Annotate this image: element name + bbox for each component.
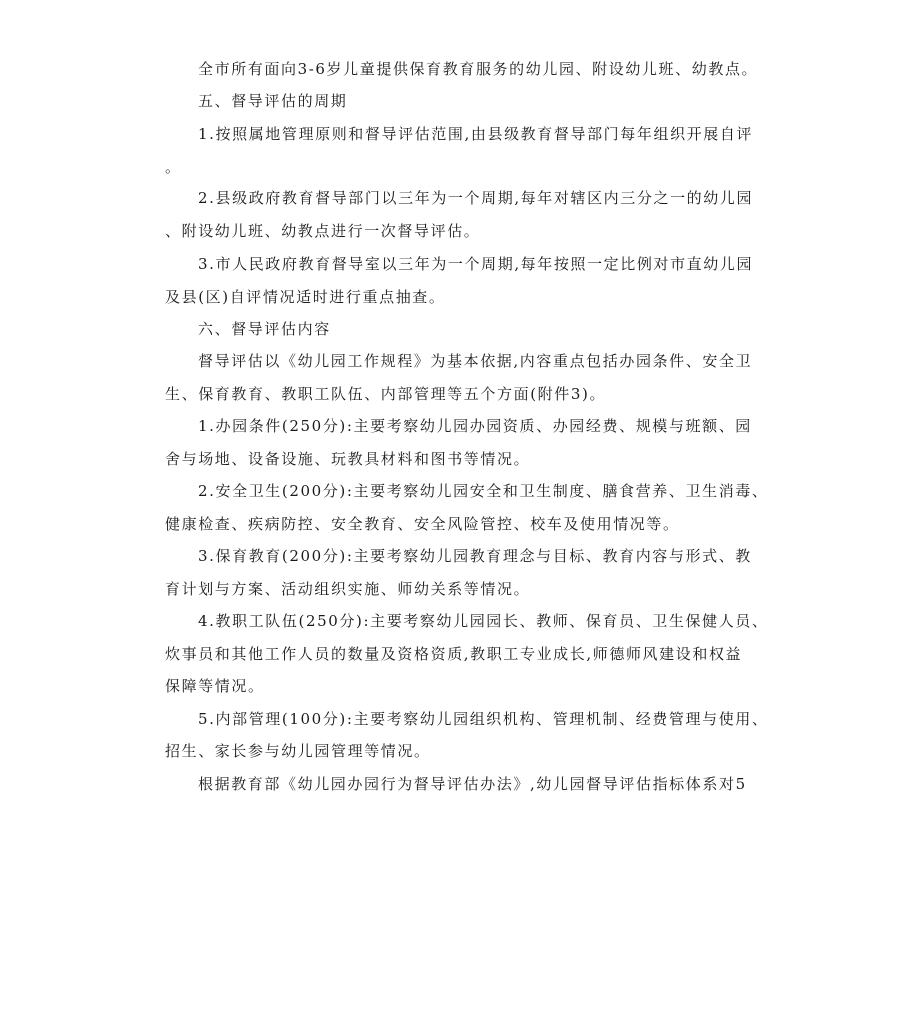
paragraph-line: 保障等情况。 (165, 677, 265, 695)
paragraph-line: 育计划与方案、活动组织实施、师幼关系等情况。 (165, 580, 531, 598)
paragraph-line: 健康检查、疾病防控、安全教育、安全风险管控、校车及使用情况等。 (165, 515, 680, 533)
section-heading: 六、督导评估内容 (198, 320, 331, 338)
paragraph-line: 舍与场地、设备设施、玩教具材料和图书等情况。 (165, 450, 531, 468)
paragraph-line: 全市所有面向3-6岁儿童提供保育教育服务的幼儿园、附设幼儿班、幼教点。 (198, 60, 759, 78)
paragraph-line: 。 (165, 158, 182, 176)
section-heading: 五、督导评估的周期 (198, 92, 348, 110)
paragraph-line: 5.内部管理(100分):主要考察幼儿园组织机构、管理机制、经费管理与使用、 (198, 710, 769, 728)
paragraph-line: 根据教育部《幼儿园办园行为督导评估办法》,幼儿园督导评估指标体系对5 (198, 775, 747, 793)
paragraph-line: 3.市人民政府教育督导室以三年为一个周期,每年按照一定比例对市直幼儿园 (198, 255, 754, 273)
paragraph-line: 3.保育教育(200分):主要考察幼儿园教育理念与目标、教育内容与形式、教 (198, 547, 752, 565)
paragraph-line: 2.县级政府教育督导部门以三年为一个周期,每年对辖区内三分之一的幼儿园 (198, 189, 754, 207)
paragraph-line: 2.安全卫生(200分):主要考察幼儿园安全和卫生制度、膳食营养、卫生消毒、 (198, 482, 769, 500)
paragraph-line: 、附设幼儿班、幼教点进行一次督导评估。 (165, 222, 481, 240)
paragraph-line: 1.办园条件(250分):主要考察幼儿园办园资质、办园经费、规模与班额、园 (198, 417, 752, 435)
paragraph-line: 4.教职工队伍(250分):主要考察幼儿园园长、教师、保育员、卫生保健人员、 (198, 612, 769, 630)
paragraph-line: 炊事员和其他工作人员的数量及资格资质,教职工专业成长,师德师风建设和权益 (165, 645, 743, 663)
paragraph-line: 生、保育教育、教职工队伍、内部管理等五个方面(附件3)。 (165, 385, 607, 403)
paragraph-line: 及县(区)自评情况适时进行重点抽查。 (165, 288, 446, 306)
paragraph-line: 招生、家长参与幼儿园管理等情况。 (165, 742, 431, 760)
paragraph-line: 督导评估以《幼儿园工作规程》为基本依据,内容重点包括办园条件、安全卫 (198, 352, 753, 370)
paragraph-line: 1.按照属地管理原则和督导评估范围,由县级教育督导部门每年组织开展自评 (198, 125, 754, 143)
